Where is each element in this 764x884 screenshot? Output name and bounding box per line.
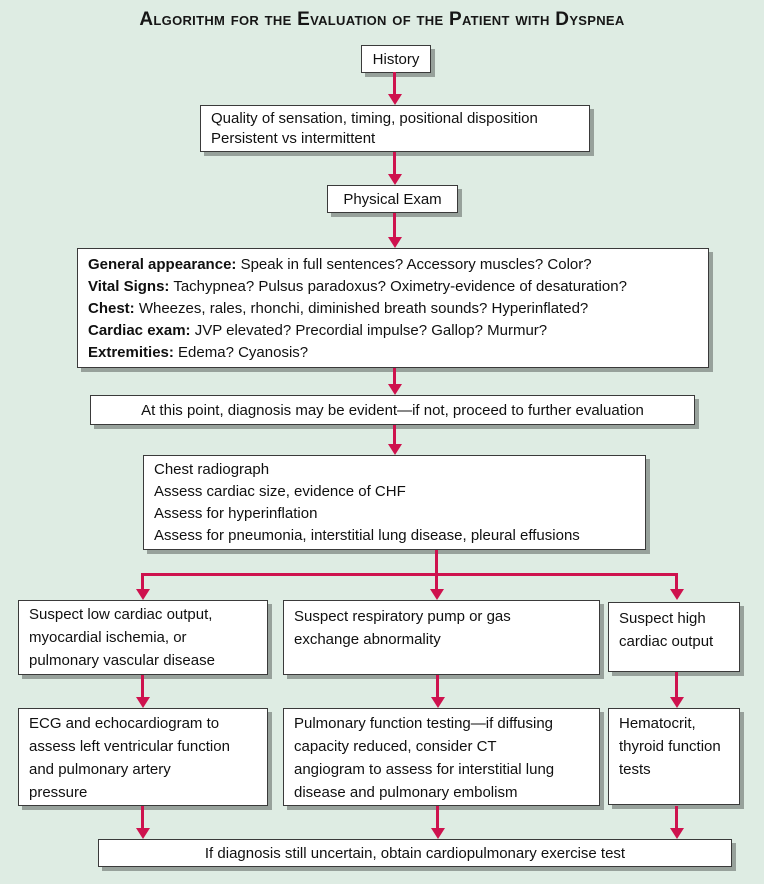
pulmonary-function-testing-box: Pulmonary function testing—if diffusing capacity reduced, consider CT angiogram to assess for interstitial lung disease and pulmonary embolism [283,708,600,806]
finding-cardiac-exam: Cardiac exam: JVP elevated? Precordial impulse? Gallop? Murmur? [88,322,548,339]
history-box [361,45,431,73]
diagnosis-evident-label: At this point, diagnosis may be evident—if not, proceed to further evaluation [141,401,644,419]
diagnosis-evident-box [90,395,695,425]
flow-line-branch-left [141,573,144,590]
flow-rail-branch [141,573,678,576]
flow-arrowhead-workup-cpet-middle [431,828,445,839]
suspect-high-cardiac-output-box: Suspect high cardiac output [608,602,740,672]
physical-exam-label: Physical Exam [343,190,442,208]
radiograph-line: Assess for pneumonia, interstitial lung disease, pleural effusions [154,527,580,544]
flow-arrowhead-physical-exam-findings [388,237,402,248]
suspect-low-cardiac-output-box: Suspect low cardiac output, myocardial ischemia, or pulmonary vascular disease [18,600,268,675]
flow-arrowhead-branch-left [136,589,150,600]
history-label: History [372,50,420,68]
flow-arrowhead-history-quality [388,94,402,105]
suspect-respiratory-box: Suspect respiratory pump or gas exchange abnormality [283,600,600,675]
flow-arrowhead-branch-right [670,589,684,600]
flow-arrowhead-workup-cpet-left [136,828,150,839]
flow-line-workup-cpet-right [675,806,678,829]
radiograph-line: Chest radiograph [154,461,270,478]
radiograph-line: Assess cardiac size, evidence of CHF [154,483,406,500]
physical-exam-box [327,185,458,213]
radiograph-line: Assess for hyperinflation [154,505,318,522]
diagram-title: Algorithm for the Evaluation of the Patient with Dyspnea [139,9,625,30]
flow-line-physical-exam-findings [393,213,396,238]
flow-arrowhead-suspect-workup-middle [431,697,445,708]
finding-chest: Chest: Wheezes, rales, rhonchi, diminished breath sounds? Hyperinflated? [88,300,589,317]
flow-line-suspect-workup-left [141,675,144,698]
flow-line-branch-right [675,573,678,590]
flow-line-workup-cpet-middle [436,806,439,829]
flow-arrowhead-workup-cpet-right [670,828,684,839]
flow-arrowhead-suspect-workup-right [670,697,684,708]
flow-arrowhead-quality-physical-exam [388,174,402,185]
flow-arrowhead-suspect-workup-left [136,697,150,708]
quality-line: Persistent vs intermittent [211,130,376,147]
cpet-box [98,839,732,867]
flow-line-suspect-workup-middle [436,675,439,698]
cpet-label: If diagnosis still uncertain, obtain cardiopulmonary exercise test [204,844,626,862]
hematocrit-thyroid-box: Hematocrit, thyroid function tests [608,708,740,805]
exam-findings-box [77,248,709,368]
finding-extremities: Extremities: Edema? Cyanosis? [88,344,309,361]
flow-arrowhead-evident-radiograph [388,444,402,455]
flow-line-evident-radiograph [393,425,396,445]
flow-arrowhead-branch-middle [430,589,444,600]
ecg-echocardiogram-box: ECG and echocardiogram to assess left ventricular function and pulmonary artery pressure [18,708,268,806]
flow-line-suspect-workup-right [675,672,678,698]
flow-arrowhead-findings-evident [388,384,402,395]
flow-line-workup-cpet-left [141,806,144,829]
chest-radiograph-box [143,455,646,550]
quality-line: Quality of sensation, timing, positional disposition [211,110,538,127]
flow-line-quality-physical-exam [393,152,396,175]
flow-line-history-quality [393,72,396,96]
flow-line-findings-evident [393,368,396,385]
history-quality-box [200,105,590,152]
finding-vital-signs: Vital Signs: Tachypnea? Pulsus paradoxus? Oximetry-evidence of desaturation? [88,278,627,295]
flow-line-branch-middle [435,576,438,590]
finding-general-appearance: General appearance: Speak in full sentences? Accessory muscles? Color? [88,256,592,273]
